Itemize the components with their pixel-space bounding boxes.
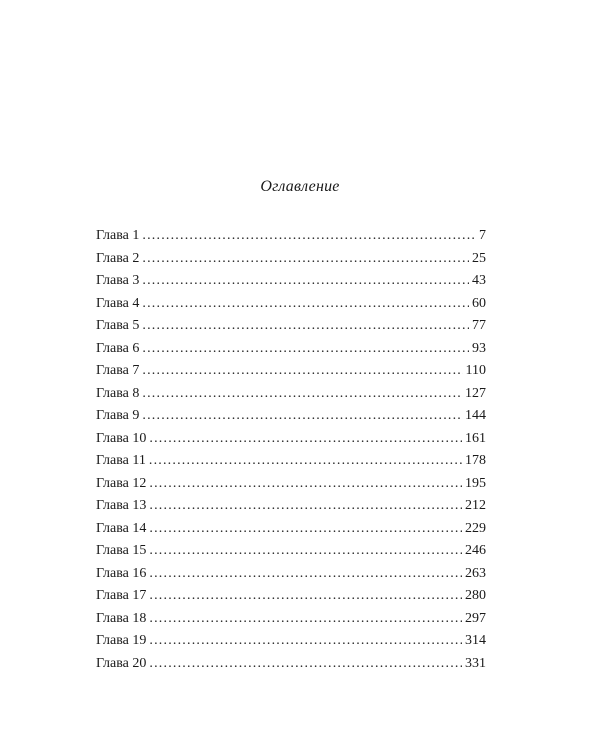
toc-entry-label: Глава 20 [96, 655, 147, 671]
toc-entry-page: 25 [472, 250, 486, 266]
dot-leader [149, 585, 462, 608]
toc-entry-15[interactable] [96, 540, 486, 563]
toc-entry-label: Глава 17 [96, 588, 147, 603]
toc-entry-page: 246 [465, 543, 486, 558]
toc-entry-label: Глава 18 [96, 610, 147, 626]
dot-leader [149, 428, 462, 451]
dot-leader [149, 630, 462, 653]
toc-entry-14[interactable] [96, 518, 486, 541]
toc-entry-label: Глава 6 [96, 340, 140, 356]
toc-entry-2[interactable] [96, 248, 486, 271]
toc-entry-page: 331 [465, 655, 486, 671]
toc-entry-label: Глава 1 [96, 228, 140, 243]
toc-entry-18[interactable] [96, 608, 486, 631]
toc-entry-page: 60 [472, 295, 486, 311]
dot-leader [142, 338, 469, 361]
toc-entry-page: 77 [472, 318, 486, 333]
toc-entry-label: Глава 5 [96, 318, 140, 333]
dot-leader [149, 608, 462, 631]
toc-entry-page: 7 [479, 228, 486, 243]
dot-leader [142, 383, 462, 406]
toc-entry-page: 212 [465, 498, 486, 513]
toc-entry-5[interactable] [96, 315, 486, 338]
toc-entry-16[interactable] [96, 563, 486, 586]
toc-entry-label: Глава 12 [96, 475, 147, 491]
toc-entry-17[interactable] [96, 585, 486, 608]
toc-entry-3[interactable] [96, 270, 486, 293]
toc-entry-label: Глава 4 [96, 295, 140, 311]
toc-entry-label: Глава 9 [96, 408, 140, 423]
dot-leader [142, 315, 469, 338]
dot-leader [149, 563, 462, 586]
toc-entry-label: Глава 7 [96, 363, 140, 378]
toc-entry-4[interactable] [96, 293, 486, 316]
toc-entry-page: 43 [472, 273, 486, 288]
toc-entry-label: Глава 3 [96, 273, 140, 288]
dot-leader [149, 518, 462, 541]
dot-leader [142, 405, 462, 428]
dot-leader [142, 225, 476, 248]
toc-entry-page: 195 [465, 475, 486, 491]
toc-entry-label: Глава 15 [96, 543, 147, 558]
toc-entry-page: 280 [465, 588, 486, 603]
toc-entry-19[interactable] [96, 630, 486, 653]
dot-leader [149, 495, 462, 518]
toc-entry-page: 110 [465, 363, 486, 378]
toc-entry-11[interactable] [96, 450, 486, 473]
toc-entry-page: 178 [465, 453, 486, 468]
toc-entry-label: Глава 16 [96, 565, 147, 581]
toc-entry-label: Глава 2 [96, 250, 140, 266]
toc-entry-page: 127 [465, 385, 486, 401]
toc-title: Оглавление [260, 178, 340, 195]
toc-entry-page: 297 [465, 610, 486, 626]
toc-entry-label: Глава 13 [96, 498, 147, 513]
dot-leader [142, 360, 462, 383]
toc-entry-page: 314 [465, 633, 486, 648]
dot-leader [142, 248, 469, 271]
toc-entry-label: Глава 14 [96, 520, 147, 536]
dot-leader [149, 653, 462, 676]
dot-leader [142, 293, 469, 316]
toc-entry-12[interactable] [96, 473, 486, 496]
toc-entry-label: Глава 8 [96, 385, 140, 401]
toc-entry-label: Глава 10 [96, 430, 147, 446]
toc-entry-1[interactable] [96, 225, 486, 248]
toc-entry-13[interactable] [96, 495, 486, 518]
toc-entry-6[interactable] [96, 338, 486, 361]
toc-entry-9[interactable] [96, 405, 486, 428]
toc-entry-label: Глава 11 [96, 453, 146, 468]
dot-leader [142, 270, 469, 293]
dot-leader [149, 450, 462, 473]
dot-leader [149, 540, 462, 563]
toc-entry-page: 229 [465, 520, 486, 536]
toc-entry-8[interactable] [96, 383, 486, 406]
toc-entry-label: Глава 19 [96, 633, 147, 648]
toc-entry-page: 263 [465, 565, 486, 581]
toc-entry-page: 93 [472, 340, 486, 356]
toc-entry-20[interactable] [96, 653, 486, 676]
toc-entry-page: 161 [465, 430, 486, 446]
toc-entry-10[interactable] [96, 428, 486, 451]
toc-entry-7[interactable] [96, 360, 486, 383]
dot-leader [149, 473, 462, 496]
table-of-contents [96, 225, 486, 675]
toc-entry-page: 144 [465, 408, 486, 423]
